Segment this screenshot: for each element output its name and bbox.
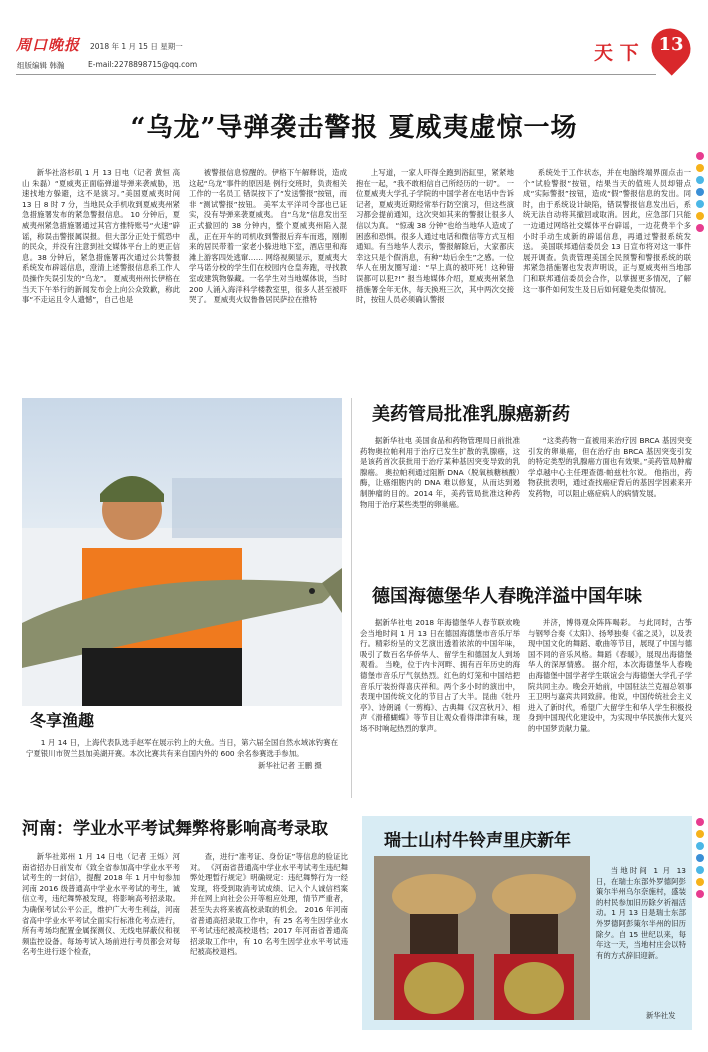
- editor-credit: 组版编辑 韩瀚: [17, 61, 65, 70]
- swiss-photo: [374, 856, 590, 1020]
- hawaii-body-1: 新华社洛杉矶 1 月 13 日电（记者 黄恒 高山 朱磊）“夏威夷正面临弹道导弹来袭威胁，迅速找地方躲避，这不是演习。”美国夏威夷时间 13 日 8 时 7 分，当地民众手机收到夏威夷州紧急措施署发布的紧急警报信息。 10 分钟后，夏威夷州紧急措施署通过其官方推特账号“火速”辟谣，称误击警报属误报。但大部分正处于慌恐中的民众，并没有注意到社交媒体平台上的更正信息。38 分钟后，紧急措施署再次通过公共警报系统发布辟谣信息，澄清上述警报信息系工作人员操作失误引发的“乌龙”。 夏威夷州州长伊格在当天下午举行的新闻发布会上向公众致歉，称此事“不走运且令人遗憾”，自己也是: [22, 168, 180, 305]
- section-title: 天 下: [594, 42, 639, 64]
- henan-body-2: 查，进行“准考证、身份证”等信息的验证比对。 《河南省普通高中学业水平考试考生违纪舞弊处理暂行规定》明确规定：违纪舞弊行为一经发现，将受到取消考试成绩、记入个人诚信档案并在网上向社会公开等相应处理，情节严重者，甚至失去将来被高校录取的机会。 2016 年河南省普通高招录取工作中，有 25 名考生因学业水平考试违纪被高校退档；2017 年河南省普通高招录取工作中，有 10 名考生因学业水平考试违纪被高校退档。: [190, 852, 348, 957]
- hawaii-headline: “乌龙”导弹袭击警报 夏威夷虚惊一场: [130, 113, 578, 143]
- heidelberg-column-2: [528, 618, 692, 788]
- dot: [696, 212, 704, 220]
- fda-column-1: [360, 436, 520, 556]
- masthead-rule: [16, 74, 656, 75]
- fda-column-2: [528, 436, 692, 556]
- dot: [696, 164, 704, 172]
- henan-column-2: [190, 852, 348, 1028]
- hawaii-column-2: [189, 168, 347, 388]
- hawaii-column-3: [356, 168, 514, 388]
- dot: [696, 200, 704, 208]
- henan-column-1: [22, 852, 180, 1028]
- hawaii-body-2: 被警报信息惊醒的。伊格下午解释说，造成这起“乌龙”事件的原因是 例行交班时，负责相关工作的一名员工 错误按下了“发送警报”按钮，而非 “测试警报”按钮。 美军太平洋司令部也已证实，没有导弹来袭夏威夷。 自“乌龙”信息发出至正式撤回的 38 分钟内，整个夏威夷州陷入混乱，正在开车的司机收到警报后弃车而逃，刚刚来的居民带着一家老小躲进地下室，酒店里和海滩上游客四处逃窜…… 网络视频显示，夏威夷大学马诺分校的学生们在校园内仓皇奔跑，寻找教室或建筑物躲藏。一名学生对当地媒体说，当时 200 人涌入海洋科学楼教室里，很多人甚至被吓哭了。 夏威夷火奴鲁鲁居民萨拉在推特: [189, 168, 347, 305]
- swiss-caption-text: 当地时间 1 月 13 日，在瑞士东部外罗德阿彭策尔半州乌尔奈施村，盛装的村民参加旧历除夕祈福活动。1 月 13 日是瑞士东部外罗德阿彭策尔半州的旧历除夕。自 15 世纪以来，每年这一天，当地村庄会以特有的方式辞旧迎新。: [596, 866, 686, 960]
- dot: [696, 188, 704, 196]
- dot: [696, 854, 704, 862]
- heidelberg-headline: 德国海德堡华人春晚洋溢中国年味: [372, 586, 642, 607]
- date-line: 2018 年 1 月 15 日 星期一: [90, 42, 183, 51]
- dot: [696, 842, 704, 850]
- dot: [696, 830, 704, 838]
- photo-caption-text: 1 月 14 日，上海代表队选手赵军在展示钓上的大鱼。当日，第六届全国自然水域冰钓赛在宁夏银川市贺兰县加美湖开赛。本次比赛共有来自国内外的 600 余名参赛选手参加。: [26, 738, 338, 758]
- hawaii-body-4: 系统处于工作状态，并在电脑终端界面点击一个“试验警报”按钮，结果当天的值班人员却错点成“实际警报”按钮，造成“假”警报信息的发出。同时，由于系统设计缺陷，错误警报信息发出后，系统无法自动将其撤回或取消。因此，应急部门只能一边通过网络社交媒体平台辟谣，一边花费半个多小时手动生成新的辟谣信息，再通过警报系统发送。 美国联邦通信委员会 13 日宣布将对这一事件展开调查。负责管理美国全民预警和警报系统的联邦紧急措施署也发表声明说，正与夏威夷州当地部门和联邦通信委员会合作，以掌握更多情况，了解这一事件如何发生及日后如何避免类似情况。: [523, 168, 691, 294]
- newspaper-logo: 周口晚报: [16, 36, 81, 54]
- masthead: [0, 0, 708, 92]
- hawaii-column-1: [22, 168, 180, 388]
- fda-body-1: 据新华社电 美国食品和药物管理局日前批准药物奥拉帕利用于治疗已发生扩散的乳腺癌，这是该药首次获批用于治疗某种基因突变导致的乳腺癌。 奥拉帕利通过阻断 DNA（脱氧核糖核酸）酶，让癌细胞内的 DNA 难以修复，从而达到遏制肿瘤的目的。2014 年，美药管局批准这种药物用于治疗某些类型的卵巢癌。: [360, 436, 520, 509]
- heidelberg-column-1: [360, 618, 520, 788]
- decorative-dots-bottom: [696, 818, 704, 902]
- page-number: 13: [658, 34, 684, 55]
- heidelberg-body-2: 并济，博得观众阵阵喝彩。 与此同时，古筝与钢琴合奏《太阳》、扬琴独奏《雀之灵》，以及表现中国文化的舞蹈、歌曲等节目，展现了中国与德国不同的音乐风格。舞蹈《春暖》，展现出海德堡华人的深厚情感。 据介绍，本次海德堡华人春晚由海德堡中国学者学生联谊会与海德堡大学孔子学院共同主办。晚会开始前，中国驻法兰克福总领事王卫明与嘉宾共同致辞。他说，中国传统社会主义进入了新时代，希望广大留学生和华人学生积极投身到中国现代化建设中，为实现中华民族伟大复兴的中国梦贡献力量。: [528, 618, 692, 733]
- dot: [696, 224, 704, 232]
- dot: [696, 878, 704, 886]
- swiss-credit: 新华社发: [646, 1011, 676, 1020]
- hawaii-body-3: 上写道，一家人吓得全跑到浴缸里，紧紧地抱在一起，“我不敢相信自己所经历的一切”。 一位夏威夷大学孔子学院的中国学者在电话中告诉记者，夏威夷近期经常举行防空演习，但这些演习都会提前通知，这次突如其来的警报让很多人信以为真。 “惊魂 38 分钟”也给当地华人造成了困惑和恐惧。很多人通过电话和微信等方式互相通知。有当地华人表示，警报解除后，大家都庆幸这只是个假消息，有种“劫后余生”之感。一位华人在朋友圈写道：“早上真的被吓死！这种错误都可以犯?!” 报当地媒体介绍，夏威夷州紧急措施署全年无休，每天换班三次，其中两次交接时，按钮人员必须确认警报: [356, 168, 514, 305]
- fisherman-illustration: [22, 398, 342, 706]
- dot: [696, 818, 704, 826]
- ice-fishing-photo: [22, 398, 342, 706]
- dot: [696, 176, 704, 184]
- henan-headline: 河南：学业水平考试舞弊将影响高考录取: [22, 819, 328, 839]
- dot: [696, 152, 704, 160]
- fda-headline: 美药管局批准乳腺癌新药: [372, 404, 570, 425]
- decorative-dots-top: [696, 152, 704, 236]
- dot: [696, 866, 704, 874]
- fda-body-2: “这类药物一直被用来治疗因 BRCA 基因突变引发的卵巢癌，但在治疗由 BRCA 基因突变引发的特定类型的乳腺癌方面也有效果。”美药管局肿瘤学卓越中心主任理查德·帕兹杜尔说。 他指出，药物获批表明，通过查找癌症背后的基因学因素来开发药物，可以阻止癌症病人的病情发展。: [528, 436, 692, 498]
- column-rule: [351, 398, 352, 798]
- photo-title: 冬享渔趣: [30, 711, 95, 730]
- photo-credit: 新华社记者 王鹏 摄: [258, 761, 322, 770]
- swiss-caption: [596, 866, 686, 1006]
- dot: [696, 890, 704, 898]
- hawaii-column-4: [523, 168, 691, 388]
- email-line: E-mail:2278898715@qq.com: [88, 60, 198, 69]
- swiss-headline: 瑞士山村牛铃声里庆新年: [384, 831, 571, 851]
- henan-body-1: 新华社郑州 1 月 14 日电（记者 王烁）河南省招办日前发布《致全省参加高中学业水平考试考生的一封信》，提醒 2018 年 1 月中旬参加河南 2016 级普通高中学业水平考试的考生，诚信立考，违纪舞弊被发现，将影响高考招录取。 为确保考试公平公正，维护广大考生利益，河南省高中学业水平考试全面实行标准化考点进行，所有考场均配置金属探测仪、无线电屏蔽仪和视频监控设备。每场考试入场前进行考员都会对每名考生进行逐个检查，: [22, 852, 180, 957]
- swiss-costume-illustration: [374, 856, 590, 1020]
- heidelberg-body-1: 据新华社电 2018 年海德堡华人春节联欢晚会当地时间 1 月 13 日在德国海德堡市音乐厅举行。精彩纷呈的文艺演出透着浓浓的中国年味，吸引了数百名华侨华人、留学生和德国友人到场观看。 当晚，位于内卡河畔、拥有百年历史的海德堡市音乐厅气氛热烈。红色的灯笼和中国结把音乐厅装扮得喜庆祥和。两个多小时的演出中，表现中国传统文化的节目占了大半。昆曲《牡丹亭》、诗朗诵《一剪梅》、古典舞《汉宫秋月》、相声《滑稽蝴蝶》等节目让观众看得津津有味，现场不时响起热烈的掌声。: [360, 618, 520, 733]
